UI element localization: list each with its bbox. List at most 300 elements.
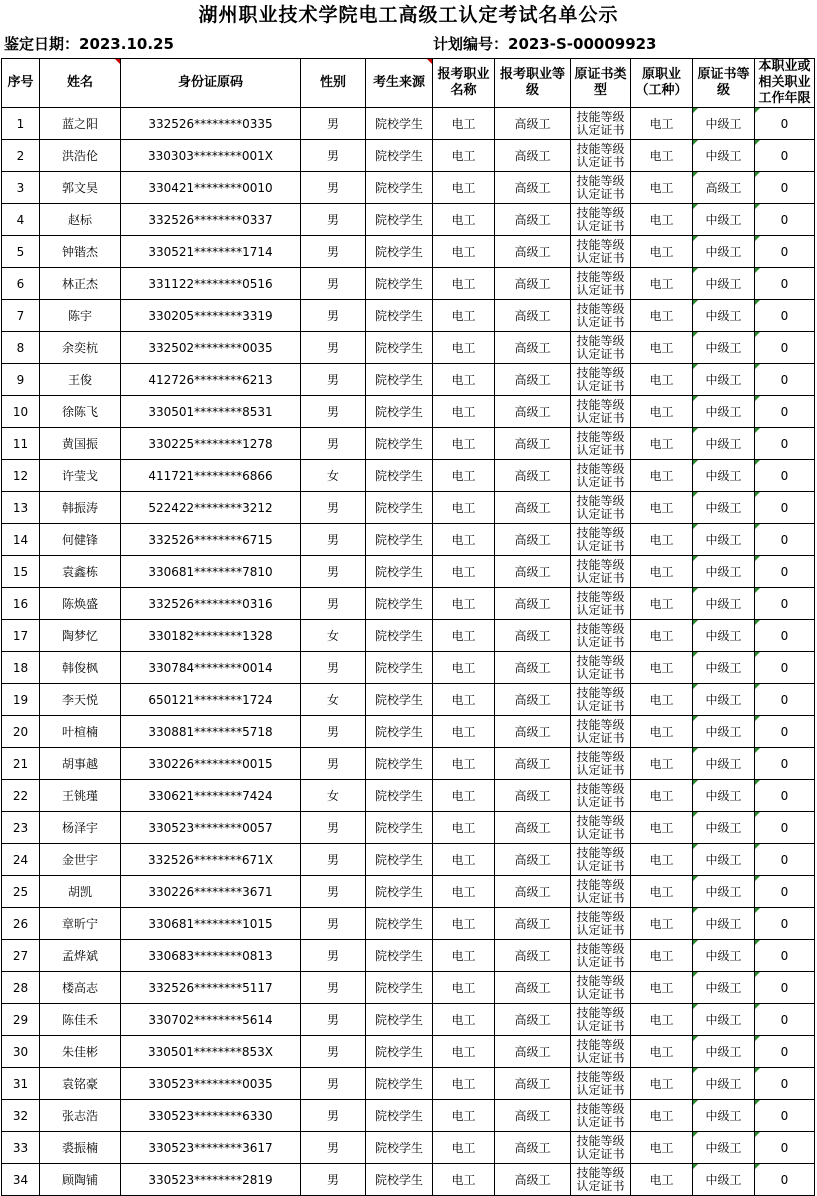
cell-level: 高级工 [495,1068,571,1100]
cell-gender: 男 [301,332,366,364]
header-row [2,59,815,108]
cell-index: 21 [2,748,40,780]
cell-id: 330205********3319 [121,300,301,332]
cell-orig-occupation: 电工 [631,556,693,588]
cell-cert-type: 技能等级认定证书 [571,300,631,332]
cell-cert-level: 中级工 [693,780,755,812]
cell-cert-level: 中级工 [693,716,755,748]
cell-source: 院校学生 [366,908,433,940]
cell-id: 332526********0316 [121,588,301,620]
table-row [2,332,815,364]
cell-level: 高级工 [495,780,571,812]
cell-level: 高级工 [495,332,571,364]
cell-source: 院校学生 [366,684,433,716]
cell-id: 332526********0335 [121,108,301,140]
cell-id: 332526********671X [121,844,301,876]
cell-work-years: 0 [755,204,815,236]
cell-cert-level: 中级工 [693,940,755,972]
cell-cert-level: 中级工 [693,300,755,332]
cell-gender: 男 [301,1100,366,1132]
plan-number: 计划编号：2023-S-00009923 [433,35,657,53]
cell-source: 院校学生 [366,1004,433,1036]
cell-level: 高级工 [495,812,571,844]
cell-gender: 男 [301,716,366,748]
cell-cert-type: 技能等级认定证书 [571,1132,631,1164]
cell-cert-level: 中级工 [693,588,755,620]
cell-orig-occupation: 电工 [631,716,693,748]
cell-orig-occupation: 电工 [631,396,693,428]
cell-occupation: 电工 [433,588,495,620]
cell-source: 院校学生 [366,492,433,524]
cell-cert-level: 中级工 [693,268,755,300]
cell-orig-occupation: 电工 [631,748,693,780]
cell-source: 院校学生 [366,108,433,140]
cell-source: 院校学生 [366,172,433,204]
cell-orig-occupation: 电工 [631,268,693,300]
cell-source: 院校学生 [366,876,433,908]
cell-gender: 男 [301,268,366,300]
cell-orig-occupation: 电工 [631,1164,693,1196]
cell-name: 林正杰 [40,268,121,300]
cell-source: 院校学生 [366,940,433,972]
cell-id: 330683********0813 [121,940,301,972]
cell-source: 院校学生 [366,524,433,556]
cell-id: 412726********6213 [121,364,301,396]
cell-index: 28 [2,972,40,1004]
table-row [2,428,815,460]
cell-source: 院校学生 [366,204,433,236]
cell-name: 袁铭豪 [40,1068,121,1100]
table-row [2,716,815,748]
cell-work-years: 0 [755,1068,815,1100]
cell-cert-type: 技能等级认定证书 [571,460,631,492]
cell-occupation: 电工 [433,684,495,716]
cell-cert-type: 技能等级认定证书 [571,780,631,812]
cell-work-years: 0 [755,1132,815,1164]
cell-cert-level: 中级工 [693,876,755,908]
cell-name: 钟锴杰 [40,236,121,268]
cell-cert-level: 中级工 [693,524,755,556]
cell-cert-level: 中级工 [693,620,755,652]
table-row [2,908,815,940]
cell-cert-type: 技能等级认定证书 [571,396,631,428]
cell-id: 330182********1328 [121,620,301,652]
cell-cert-level: 中级工 [693,396,755,428]
cell-level: 高级工 [495,844,571,876]
cell-cert-type: 技能等级认定证书 [571,716,631,748]
cell-name: 朱佳彬 [40,1036,121,1068]
cell-id: 332526********0337 [121,204,301,236]
col-header-gender: 性别 [301,59,366,108]
cell-occupation: 电工 [433,812,495,844]
cell-orig-occupation: 电工 [631,204,693,236]
table-row [2,780,815,812]
cell-occupation: 电工 [433,908,495,940]
cell-occupation: 电工 [433,300,495,332]
cell-gender: 男 [301,812,366,844]
cell-work-years: 0 [755,300,815,332]
cell-work-years: 0 [755,1164,815,1196]
cell-occupation: 电工 [433,172,495,204]
cell-occupation: 电工 [433,396,495,428]
cell-cert-type: 技能等级认定证书 [571,204,631,236]
cell-gender: 男 [301,908,366,940]
cell-gender: 男 [301,1036,366,1068]
cell-index: 15 [2,556,40,588]
table-row [2,1004,815,1036]
cell-source: 院校学生 [366,396,433,428]
cell-gender: 女 [301,460,366,492]
cell-orig-occupation: 电工 [631,876,693,908]
table-row [2,972,815,1004]
cell-cert-level: 中级工 [693,812,755,844]
table-row [2,492,815,524]
cell-occupation: 电工 [433,364,495,396]
cell-cert-type: 技能等级认定证书 [571,268,631,300]
cell-index: 26 [2,908,40,940]
cell-occupation: 电工 [433,332,495,364]
cell-occupation: 电工 [433,780,495,812]
cell-cert-level: 中级工 [693,1036,755,1068]
cell-index: 5 [2,236,40,268]
cell-occupation: 电工 [433,620,495,652]
cell-gender: 男 [301,1004,366,1036]
cell-orig-occupation: 电工 [631,236,693,268]
cell-occupation: 电工 [433,140,495,172]
cell-source: 院校学生 [366,1100,433,1132]
cell-level: 高级工 [495,460,571,492]
cell-cert-type: 技能等级认定证书 [571,108,631,140]
cell-name: 赵标 [40,204,121,236]
cell-occupation: 电工 [433,108,495,140]
cell-id: 330621********7424 [121,780,301,812]
cell-orig-occupation: 电工 [631,1036,693,1068]
cell-cert-type: 技能等级认定证书 [571,1068,631,1100]
cell-cert-level: 中级工 [693,908,755,940]
cell-occupation: 电工 [433,1164,495,1196]
cell-orig-occupation: 电工 [631,972,693,1004]
cell-gender: 男 [301,300,366,332]
cell-gender: 女 [301,684,366,716]
cell-name: 蓝之阳 [40,108,121,140]
table-row [2,812,815,844]
cell-index: 19 [2,684,40,716]
cell-work-years: 0 [755,460,815,492]
cell-name: 章昕宁 [40,908,121,940]
cell-id: 330421********0010 [121,172,301,204]
cell-cert-level: 中级工 [693,364,755,396]
cell-orig-occupation: 电工 [631,364,693,396]
cell-source: 院校学生 [366,1036,433,1068]
cell-index: 33 [2,1132,40,1164]
cell-gender: 男 [301,204,366,236]
cell-cert-type: 技能等级认定证书 [571,172,631,204]
candidate-table [1,58,815,1196]
cell-occupation: 电工 [433,1132,495,1164]
cell-cert-type: 技能等级认定证书 [571,428,631,460]
cell-name: 李天悦 [40,684,121,716]
cell-name: 楼高志 [40,972,121,1004]
cell-occupation: 电工 [433,460,495,492]
cell-index: 10 [2,396,40,428]
cell-id: 330523********3617 [121,1132,301,1164]
cell-gender: 男 [301,940,366,972]
cell-cert-level: 高级工 [693,172,755,204]
cell-level: 高级工 [495,204,571,236]
cell-occupation: 电工 [433,428,495,460]
cell-work-years: 0 [755,908,815,940]
cell-occupation: 电工 [433,1036,495,1068]
cell-name: 韩振涛 [40,492,121,524]
cell-index: 9 [2,364,40,396]
cell-occupation: 电工 [433,204,495,236]
cell-id: 330784********0014 [121,652,301,684]
cell-source: 院校学生 [366,332,433,364]
cell-name: 顾陶铺 [40,1164,121,1196]
cell-cert-type: 技能等级认定证书 [571,812,631,844]
cell-level: 高级工 [495,1036,571,1068]
cell-index: 12 [2,460,40,492]
cell-name: 袁鑫栋 [40,556,121,588]
cell-occupation: 电工 [433,748,495,780]
cell-level: 高级工 [495,620,571,652]
cell-work-years: 0 [755,556,815,588]
cell-work-years: 0 [755,780,815,812]
cell-index: 29 [2,1004,40,1036]
cell-cert-level: 中级工 [693,1132,755,1164]
cell-cert-level: 中级工 [693,972,755,1004]
cell-gender: 男 [301,140,366,172]
cell-cert-type: 技能等级认定证书 [571,748,631,780]
cell-orig-occupation: 电工 [631,684,693,716]
cell-source: 院校学生 [366,364,433,396]
cell-work-years: 0 [755,492,815,524]
cell-name: 孟烨斌 [40,940,121,972]
cell-source: 院校学生 [366,588,433,620]
cell-cert-type: 技能等级认定证书 [571,140,631,172]
cell-occupation: 电工 [433,940,495,972]
cell-occupation: 电工 [433,1068,495,1100]
cell-work-years: 0 [755,588,815,620]
cell-index: 16 [2,588,40,620]
cell-cert-type: 技能等级认定证书 [571,364,631,396]
cell-cert-type: 技能等级认定证书 [571,1036,631,1068]
cell-level: 高级工 [495,140,571,172]
cell-source: 院校学生 [366,780,433,812]
cell-name: 陈佳禾 [40,1004,121,1036]
cell-orig-occupation: 电工 [631,140,693,172]
cell-name: 陈焕盛 [40,588,121,620]
cell-cert-level: 中级工 [693,684,755,716]
cell-orig-occupation: 电工 [631,332,693,364]
cell-level: 高级工 [495,908,571,940]
cell-name: 陈宇 [40,300,121,332]
cell-level: 高级工 [495,396,571,428]
cell-id: 332502********0035 [121,332,301,364]
cell-work-years: 0 [755,1100,815,1132]
cell-source: 院校学生 [366,140,433,172]
cell-index: 1 [2,108,40,140]
cell-work-years: 0 [755,812,815,844]
cell-orig-occupation: 电工 [631,428,693,460]
cell-orig-occupation: 电工 [631,588,693,620]
cell-orig-occupation: 电工 [631,524,693,556]
table-row [2,108,815,140]
cell-work-years: 0 [755,172,815,204]
cell-gender: 男 [301,428,366,460]
cell-source: 院校学生 [366,428,433,460]
cell-cert-level: 中级工 [693,428,755,460]
table-row [2,748,815,780]
cell-work-years: 0 [755,876,815,908]
cell-level: 高级工 [495,236,571,268]
cell-index: 34 [2,1164,40,1196]
cell-source: 院校学生 [366,1068,433,1100]
cell-orig-occupation: 电工 [631,908,693,940]
cell-gender: 男 [301,108,366,140]
cell-cert-type: 技能等级认定证书 [571,620,631,652]
cell-index: 18 [2,652,40,684]
cell-gender: 男 [301,1132,366,1164]
cell-level: 高级工 [495,268,571,300]
cell-index: 6 [2,268,40,300]
cell-gender: 男 [301,1164,366,1196]
cell-work-years: 0 [755,716,815,748]
cell-gender: 男 [301,652,366,684]
cell-index: 23 [2,812,40,844]
table-row [2,460,815,492]
cell-work-years: 0 [755,428,815,460]
cell-id: 332526********6715 [121,524,301,556]
cell-gender: 男 [301,972,366,1004]
table-row [2,172,815,204]
cell-level: 高级工 [495,300,571,332]
cell-occupation: 电工 [433,268,495,300]
cell-work-years: 0 [755,1036,815,1068]
cell-level: 高级工 [495,1164,571,1196]
table-row [2,844,815,876]
cell-orig-occupation: 电工 [631,492,693,524]
cell-name: 洪浩伦 [40,140,121,172]
cell-index: 7 [2,300,40,332]
table-row [2,1036,815,1068]
cell-index: 20 [2,716,40,748]
cell-name: 陶梦忆 [40,620,121,652]
cell-work-years: 0 [755,972,815,1004]
table-row [2,364,815,396]
cell-gender: 男 [301,524,366,556]
cell-index: 4 [2,204,40,236]
cell-work-years: 0 [755,748,815,780]
table-row [2,300,815,332]
cell-gender: 男 [301,172,366,204]
cell-id: 330226********3671 [121,876,301,908]
cell-gender: 男 [301,236,366,268]
cell-source: 院校学生 [366,556,433,588]
cell-occupation: 电工 [433,844,495,876]
cell-id: 331122********0516 [121,268,301,300]
cell-source: 院校学生 [366,972,433,1004]
cell-name: 王俊 [40,364,121,396]
cell-cert-type: 技能等级认定证书 [571,1164,631,1196]
cell-source: 院校学生 [366,844,433,876]
cell-source: 院校学生 [366,652,433,684]
cell-name: 黄国振 [40,428,121,460]
cell-id: 330881********5718 [121,716,301,748]
cell-cert-type: 技能等级认定证书 [571,652,631,684]
cell-index: 24 [2,844,40,876]
cell-gender: 女 [301,780,366,812]
cell-work-years: 0 [755,108,815,140]
cell-name: 徐陈飞 [40,396,121,428]
cell-level: 高级工 [495,364,571,396]
cell-work-years: 0 [755,1004,815,1036]
cell-cert-level: 中级工 [693,844,755,876]
table-row [2,588,815,620]
cell-index: 3 [2,172,40,204]
cell-name: 裘振楠 [40,1132,121,1164]
table-row [2,620,815,652]
cell-occupation: 电工 [433,492,495,524]
cell-name: 杨泽宇 [40,812,121,844]
cell-index: 2 [2,140,40,172]
table-row [2,684,815,716]
table-row [2,940,815,972]
cell-cert-type: 技能等级认定证书 [571,524,631,556]
cell-work-years: 0 [755,236,815,268]
cell-cert-level: 中级工 [693,1100,755,1132]
cell-cert-level: 中级工 [693,108,755,140]
cell-source: 院校学生 [366,300,433,332]
cell-orig-occupation: 电工 [631,172,693,204]
cell-gender: 男 [301,844,366,876]
cell-orig-occupation: 电工 [631,1068,693,1100]
table-row [2,268,815,300]
cell-index: 25 [2,876,40,908]
cell-orig-occupation: 电工 [631,620,693,652]
cell-cert-type: 技能等级认定证书 [571,1100,631,1132]
cell-cert-level: 中级工 [693,492,755,524]
cell-orig-occupation: 电工 [631,844,693,876]
cell-id: 411721********6866 [121,460,301,492]
cell-work-years: 0 [755,268,815,300]
cell-gender: 男 [301,588,366,620]
cell-orig-occupation: 电工 [631,300,693,332]
cell-index: 8 [2,332,40,364]
cell-level: 高级工 [495,684,571,716]
cell-level: 高级工 [495,428,571,460]
table-row [2,396,815,428]
cell-index: 31 [2,1068,40,1100]
cell-name: 金世宇 [40,844,121,876]
cell-orig-occupation: 电工 [631,1100,693,1132]
cell-index: 32 [2,1100,40,1132]
col-header-work-years: 本职业或相关职业工作年限 [755,59,815,108]
appraisal-date: 鉴定日期：2023.10.25 [4,35,174,53]
table-row [2,524,815,556]
cell-cert-level: 中级工 [693,1164,755,1196]
cell-work-years: 0 [755,332,815,364]
cell-cert-type: 技能等级认定证书 [571,908,631,940]
cell-index: 22 [2,780,40,812]
cell-source: 院校学生 [366,748,433,780]
cell-cert-level: 中级工 [693,332,755,364]
table-row [2,1164,815,1196]
cell-source: 院校学生 [366,1164,433,1196]
cell-cert-type: 技能等级认定证书 [571,972,631,1004]
col-header-level: 报考职业等级 [495,59,571,108]
cell-gender: 男 [301,876,366,908]
